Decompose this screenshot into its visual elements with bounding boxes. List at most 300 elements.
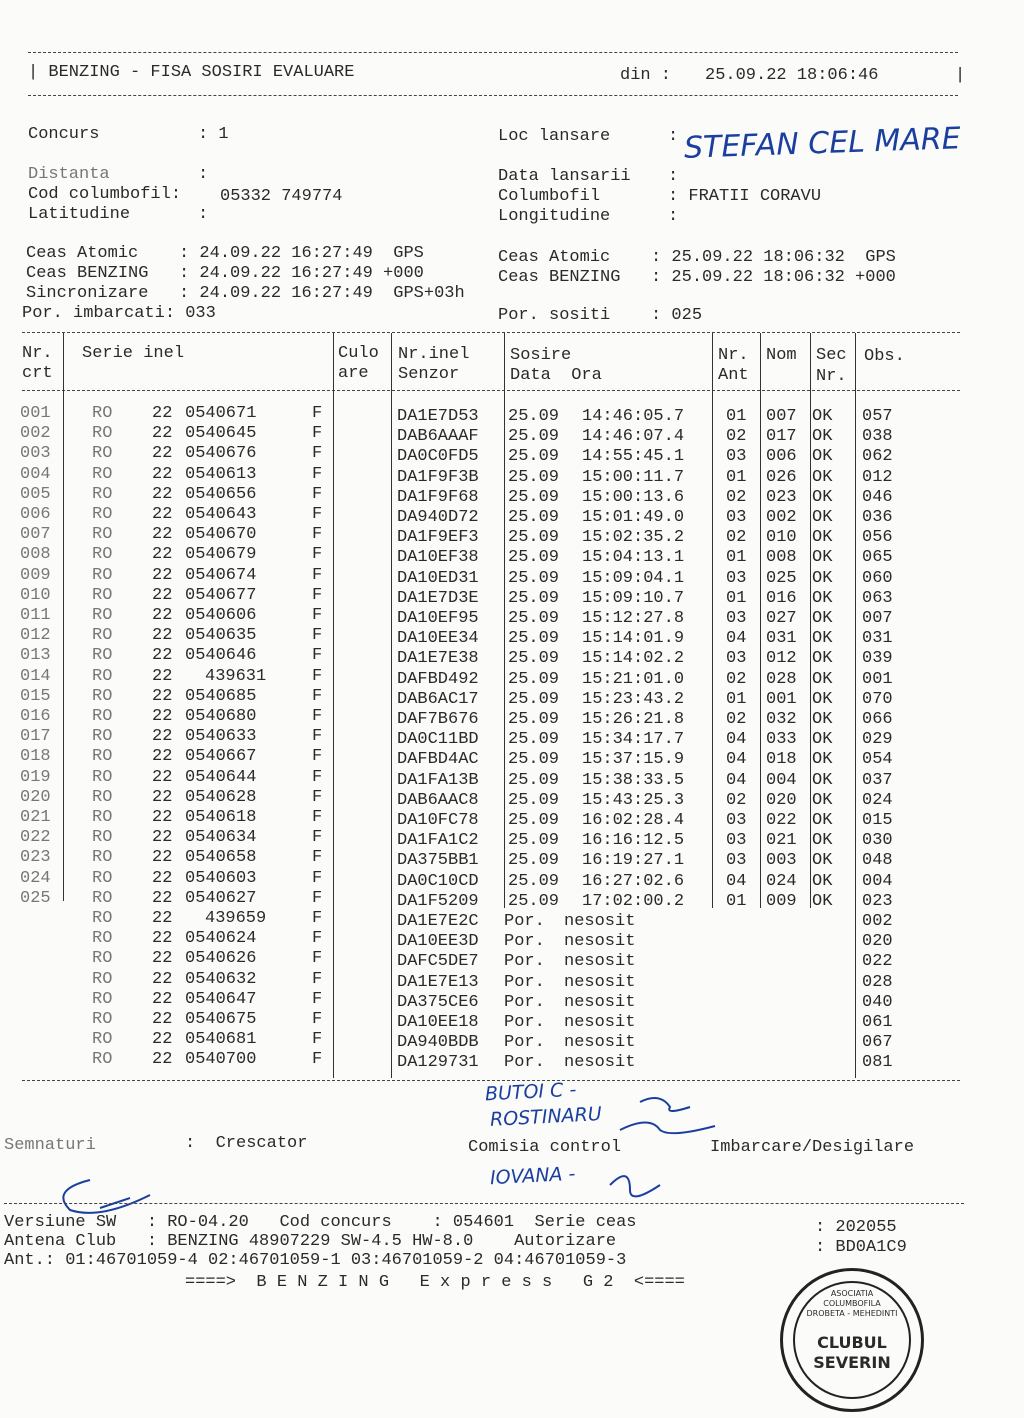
ring-number: 0540675 xyxy=(185,1010,257,1029)
sensor-id: DA10EE3D xyxy=(397,932,479,952)
arrival-date: 25.09 xyxy=(508,487,560,507)
row-nr: 008 xyxy=(20,545,51,565)
columbofil-label: Columbofil xyxy=(498,187,601,206)
country: RO xyxy=(92,424,113,444)
row-nr: 002 xyxy=(20,424,51,444)
sex: F xyxy=(312,707,323,726)
sensor-id: DA1E7D53 xyxy=(397,407,479,426)
sensor-id: DA0C11BD xyxy=(397,730,479,750)
ring-number: 0540671 xyxy=(185,404,257,423)
row-nr: 009 xyxy=(20,565,51,585)
obs: 004 xyxy=(862,871,893,891)
obs: 024 xyxy=(862,790,893,810)
col-line xyxy=(760,333,761,908)
cod-label: Cod columbofil: xyxy=(28,185,182,204)
col-line xyxy=(504,333,505,908)
nom: 007 xyxy=(766,407,797,426)
row-nr: 010 xyxy=(20,585,51,605)
sec: OK xyxy=(812,710,833,729)
antenna: 04 xyxy=(726,750,747,770)
sex: F xyxy=(312,626,323,646)
antenna: 03 xyxy=(726,609,747,628)
year: 22 xyxy=(152,646,173,666)
antenna: 02 xyxy=(726,790,747,810)
country: RO xyxy=(92,404,113,423)
lat-value: : xyxy=(198,205,209,224)
country: RO xyxy=(92,1030,113,1050)
obs: 061 xyxy=(862,1013,893,1032)
antenna: 02 xyxy=(726,669,747,689)
sensor-id: DAFBD4AC xyxy=(397,750,479,770)
sensor-id: DA10EF95 xyxy=(397,609,479,628)
sex: F xyxy=(312,444,323,464)
handwritten-signatures xyxy=(0,1080,1024,1220)
antenna: 03 xyxy=(726,649,747,669)
sensor-id: DA10EE18 xyxy=(397,1013,479,1032)
nom: 010 xyxy=(766,528,797,548)
country: RO xyxy=(92,606,113,625)
ring-number: 0540677 xyxy=(185,585,257,605)
year: 22 xyxy=(152,1050,173,1070)
antenna: 02 xyxy=(726,528,747,548)
arrival-date: 25.09 xyxy=(508,811,560,830)
obs: 022 xyxy=(862,952,893,972)
arrival-time: nesosit xyxy=(564,972,636,992)
arrival-date: 25.09 xyxy=(508,790,560,810)
col-line xyxy=(855,333,856,1078)
year: 22 xyxy=(152,808,173,827)
nom: 024 xyxy=(766,871,797,891)
year: 22 xyxy=(152,404,173,423)
col-line xyxy=(333,333,334,1078)
sec: OK xyxy=(812,649,833,669)
col-nr: Nr. xyxy=(22,344,53,363)
sec: OK xyxy=(812,588,833,608)
divider xyxy=(28,52,958,53)
ring-number: 0540674 xyxy=(185,565,257,585)
arrival-date: 25.09 xyxy=(508,851,560,871)
arrival-date: 25.09 xyxy=(508,407,560,426)
nom: 022 xyxy=(766,811,797,830)
antenna: 03 xyxy=(726,851,747,871)
nom: 001 xyxy=(766,689,797,709)
year: 22 xyxy=(152,565,173,585)
row-nr: 019 xyxy=(20,767,51,787)
row-nr: 007 xyxy=(20,525,51,545)
arrival-date: 25.09 xyxy=(508,831,560,851)
sec: OK xyxy=(812,871,833,891)
crescator-label: : Crescator xyxy=(185,1134,308,1153)
ring-number: 0540634 xyxy=(185,828,257,848)
year: 22 xyxy=(152,484,173,504)
ring-number: 0540633 xyxy=(185,727,257,747)
sensor-id: DA1E7D3E xyxy=(397,588,479,608)
year: 22 xyxy=(152,1030,173,1050)
ceas-benzing-end: Ceas BENZING : 25.09.22 18:06:32 +000 xyxy=(498,268,896,287)
signature-name-3: IOVANA - xyxy=(489,1162,576,1190)
col-line xyxy=(391,333,392,1078)
antenna: 04 xyxy=(726,770,747,790)
arrival-date: 25.09 xyxy=(508,770,560,790)
col-inel-2: Senzor xyxy=(398,365,460,384)
year: 22 xyxy=(152,666,173,686)
row-nr: 015 xyxy=(20,686,51,706)
serie-ceas: : 202055 xyxy=(815,1218,897,1237)
year: 22 xyxy=(152,969,173,989)
signature-name-1: BUTOI C - xyxy=(484,1078,577,1106)
ring-number: 0540685 xyxy=(185,686,257,706)
sec: OK xyxy=(812,891,833,911)
obs: 066 xyxy=(862,710,893,729)
ceas-atomic-end: Ceas Atomic : 25.09.22 18:06:32 GPS xyxy=(498,248,896,267)
ring-number: 0540670 xyxy=(185,525,257,545)
year: 22 xyxy=(152,949,173,969)
cod-value: 05332 749774 xyxy=(220,187,343,206)
sensor-id: DA129731 xyxy=(397,1053,479,1073)
arrival-time: nesosit xyxy=(564,992,636,1012)
row-nr: 022 xyxy=(20,828,51,848)
year: 22 xyxy=(152,727,173,747)
data-lansarii-value: : xyxy=(668,167,679,186)
ring-number: 0540624 xyxy=(185,929,257,949)
concurs-value: : 1 xyxy=(198,125,229,144)
arrival-time: 15:38:33.5 xyxy=(582,770,685,790)
antenna: 02 xyxy=(726,427,747,447)
row-nr: 003 xyxy=(20,444,51,464)
sex: F xyxy=(312,767,323,787)
sensor-id: DA10EE34 xyxy=(397,629,479,649)
country: RO xyxy=(92,1050,113,1070)
col-serie: Serie inel xyxy=(82,344,185,363)
country: RO xyxy=(92,969,113,989)
obs: 040 xyxy=(862,992,893,1012)
country: RO xyxy=(92,545,113,565)
long-label: Longitudine xyxy=(498,207,611,226)
nom: 031 xyxy=(766,629,797,649)
nom: 009 xyxy=(766,891,797,911)
obs: 081 xyxy=(862,1053,893,1073)
signatures-label: Semnaturi xyxy=(4,1136,96,1155)
col-sosire-2: Data Ora xyxy=(510,366,602,385)
year: 22 xyxy=(152,909,173,928)
country: RO xyxy=(92,707,113,726)
loc-label: Loc lansare xyxy=(498,127,611,146)
ring-number: 0540646 xyxy=(185,646,257,666)
arrival-date: 25.09 xyxy=(508,689,560,709)
arrival-date: Por. xyxy=(504,1053,545,1073)
obs: 002 xyxy=(862,912,893,931)
arrival-time: 15:26:21.8 xyxy=(582,710,685,729)
nom: 012 xyxy=(766,649,797,669)
sex: F xyxy=(312,868,323,888)
ring-number: 0540627 xyxy=(185,888,257,908)
sex: F xyxy=(312,969,323,989)
obs: 062 xyxy=(862,447,893,467)
row-nr: 018 xyxy=(20,747,51,767)
comisia-label: Comisia control xyxy=(468,1138,622,1157)
sex: F xyxy=(312,666,323,686)
obs: 054 xyxy=(862,750,893,770)
sec: OK xyxy=(812,548,833,568)
sec: OK xyxy=(812,750,833,770)
sec: OK xyxy=(812,528,833,548)
row-nr: 004 xyxy=(20,464,51,484)
col-sec-2: Nr. xyxy=(816,367,847,386)
obs: 007 xyxy=(862,609,893,628)
row-nr: 017 xyxy=(20,727,51,747)
row-nr: 006 xyxy=(20,505,51,524)
obs: 048 xyxy=(862,851,893,871)
sex: F xyxy=(312,686,323,706)
year: 22 xyxy=(152,444,173,464)
footer-antennas: Ant.: 01:46701059-4 02:46701059-1 03:46701059-2 04:46701059-3 xyxy=(4,1251,627,1270)
concurs-label: Concurs xyxy=(28,125,100,144)
nom: 021 xyxy=(766,831,797,851)
sex: F xyxy=(312,949,323,969)
sensor-id: DA1F9EF3 xyxy=(397,528,479,548)
sex: F xyxy=(312,888,323,908)
row-nr: 023 xyxy=(20,848,51,868)
row-nr: 024 xyxy=(20,868,51,888)
arrival-date: Por. xyxy=(504,952,545,972)
country: RO xyxy=(92,585,113,605)
footer-antena: Antena Club : BENZING 48907229 SW-4.5 HW-8.0 Autorizare xyxy=(4,1232,617,1251)
row-nr: 001 xyxy=(20,404,51,423)
ring-number: 0540635 xyxy=(185,626,257,646)
country: RO xyxy=(92,929,113,949)
ring-number: 0540647 xyxy=(185,989,257,1009)
arrival-date: 25.09 xyxy=(508,508,560,527)
arrival-time: 15:01:49.0 xyxy=(582,508,685,527)
sensor-id: DAB6AAAF xyxy=(397,427,479,447)
ring-number: 0540626 xyxy=(185,949,257,969)
arrival-time: 15:00:13.6 xyxy=(582,487,685,507)
arrival-time: 15:02:35.2 xyxy=(582,528,685,548)
sensor-id: DA940BDB xyxy=(397,1033,479,1053)
arrival-time: 15:37:15.9 xyxy=(582,750,685,770)
nom: 016 xyxy=(766,588,797,608)
sex: F xyxy=(312,787,323,807)
col-nr-2: crt xyxy=(22,364,53,383)
year: 22 xyxy=(152,888,173,908)
country: RO xyxy=(92,565,113,585)
year: 22 xyxy=(152,787,173,807)
year: 22 xyxy=(152,606,173,625)
country: RO xyxy=(92,464,113,484)
obs: 037 xyxy=(862,770,893,790)
ring-number: 0540679 xyxy=(185,545,257,565)
sensor-id: DA1E7E2C xyxy=(397,912,479,931)
col-ant: Nr. xyxy=(718,346,749,365)
sex: F xyxy=(312,464,323,484)
sec: OK xyxy=(812,851,833,871)
obs: 015 xyxy=(862,811,893,830)
year: 22 xyxy=(152,505,173,524)
sensor-id: DA0C10CD xyxy=(397,871,479,891)
country: RO xyxy=(92,787,113,807)
year: 22 xyxy=(152,585,173,605)
arrival-time: 15:34:17.7 xyxy=(582,730,685,750)
arrival-date: Por. xyxy=(504,992,545,1012)
print-date: 25.09.22 18:06:46 xyxy=(705,66,879,85)
sex: F xyxy=(312,565,323,585)
arrival-time: nesosit xyxy=(564,952,636,972)
col-obs: Obs. xyxy=(864,347,905,366)
col-line xyxy=(810,333,811,908)
obs: 030 xyxy=(862,831,893,851)
year: 22 xyxy=(152,707,173,726)
nom: 032 xyxy=(766,710,797,729)
nom: 008 xyxy=(766,548,797,568)
ring-number: 0540680 xyxy=(185,707,257,726)
arrival-time: 15:21:01.0 xyxy=(582,669,685,689)
antenna: 03 xyxy=(726,811,747,830)
arrival-time: 15:00:11.7 xyxy=(582,467,685,487)
sec: OK xyxy=(812,508,833,527)
arrival-date: Por. xyxy=(504,1033,545,1053)
nom: 003 xyxy=(766,851,797,871)
obs: 060 xyxy=(862,568,893,588)
obs: 028 xyxy=(862,972,893,992)
ring-number: 0540644 xyxy=(185,767,257,787)
sensor-id: DA1F9F3B xyxy=(397,467,479,487)
row-nr: 021 xyxy=(20,808,51,827)
ring-number: 0540645 xyxy=(185,424,257,444)
col-culoare: Culo xyxy=(338,344,379,363)
country: RO xyxy=(92,1010,113,1029)
antenna: 02 xyxy=(726,710,747,729)
sex: F xyxy=(312,848,323,868)
antenna: 01 xyxy=(726,588,747,608)
sex: F xyxy=(312,424,323,444)
sensor-id: DAFBD492 xyxy=(397,669,479,689)
antenna: 02 xyxy=(726,487,747,507)
loc-colon: : xyxy=(668,127,679,146)
sensor-id: DAF7B676 xyxy=(397,710,479,729)
antenna: 01 xyxy=(726,689,747,709)
ring-number: 0540681 xyxy=(185,1030,257,1050)
country: RO xyxy=(92,949,113,969)
sensor-id: DA1E7E13 xyxy=(397,972,479,992)
arrival-time: nesosit xyxy=(564,1033,636,1053)
divider xyxy=(4,1203,964,1204)
col-sec: Sec xyxy=(816,346,847,365)
sincronizare: Sincronizare : 24.09.22 16:27:49 GPS+03h xyxy=(26,284,465,303)
nom: 020 xyxy=(766,790,797,810)
obs: 067 xyxy=(862,1033,893,1053)
ring-number: 439631 xyxy=(205,666,267,686)
arrival-date: 25.09 xyxy=(508,730,560,750)
ring-number: 0540618 xyxy=(185,808,257,827)
columbofil-value: : FRATII CORAVU xyxy=(668,187,822,206)
distanta-label: Distanta xyxy=(28,165,110,184)
country: RO xyxy=(92,848,113,868)
arrival-date: 25.09 xyxy=(508,447,560,467)
col-line xyxy=(63,333,64,901)
arrival-time: 15:12:27.8 xyxy=(582,609,685,628)
sensor-id: DA1E7E38 xyxy=(397,649,479,669)
divider xyxy=(28,95,958,96)
nom: 027 xyxy=(766,609,797,628)
sex: F xyxy=(312,929,323,949)
sensor-id: DA10FC78 xyxy=(397,811,479,830)
obs: 063 xyxy=(862,588,893,608)
arrival-time: 16:16:12.5 xyxy=(582,831,685,851)
sositi: Por. sositi : 025 xyxy=(498,306,703,325)
date-label: din : xyxy=(620,66,672,85)
ring-number: 0540632 xyxy=(185,969,257,989)
ring-number: 0540700 xyxy=(185,1050,257,1070)
club-stamp xyxy=(780,1268,924,1412)
sex: F xyxy=(312,1050,323,1070)
year: 22 xyxy=(152,424,173,444)
country: RO xyxy=(92,727,113,747)
sex: F xyxy=(312,646,323,666)
sec: OK xyxy=(812,689,833,709)
antenna: 03 xyxy=(726,447,747,467)
nom: 026 xyxy=(766,467,797,487)
arrival-date: 25.09 xyxy=(508,427,560,447)
arrival-date: 25.09 xyxy=(508,710,560,729)
country: RO xyxy=(92,989,113,1009)
arrival-time: 16:27:02.6 xyxy=(582,871,685,891)
sheet-title: | BENZING - FISA SOSIRI EVALUARE xyxy=(28,63,355,82)
sensor-id: DA1F9F68 xyxy=(397,487,479,507)
sex: F xyxy=(312,909,323,928)
col-ant-2: Ant xyxy=(718,366,749,385)
country: RO xyxy=(92,505,113,524)
arrival-time: 14:46:05.7 xyxy=(582,407,685,426)
ring-number: 439659 xyxy=(205,909,267,928)
sec: OK xyxy=(812,790,833,810)
sensor-id: DA10EF38 xyxy=(397,548,479,568)
antenna: 04 xyxy=(726,730,747,750)
year: 22 xyxy=(152,767,173,787)
arrival-date: 25.09 xyxy=(508,609,560,628)
sensor-id: DA375BB1 xyxy=(397,851,479,871)
sensor-id: DA0C0FD5 xyxy=(397,447,479,467)
sex: F xyxy=(312,1030,323,1050)
sex: F xyxy=(312,1010,323,1029)
arrival-time: 15:09:10.7 xyxy=(582,588,685,608)
country: RO xyxy=(92,868,113,888)
sex: F xyxy=(312,727,323,747)
sec: OK xyxy=(812,831,833,851)
arrival-date: 25.09 xyxy=(508,871,560,891)
lat-label: Latitudine xyxy=(28,205,131,224)
arrival-date: 25.09 xyxy=(508,528,560,548)
antenna: 01 xyxy=(726,467,747,487)
distanta-value: : xyxy=(198,165,209,184)
sex: F xyxy=(312,808,323,827)
arrival-date: 25.09 xyxy=(508,568,560,588)
footer-brand: ====> B E N Z I N G E x p r e s s G 2 <==== xyxy=(185,1273,685,1292)
year: 22 xyxy=(152,464,173,484)
arrival-date: Por. xyxy=(504,1013,545,1032)
arrival-time: 15:23:43.2 xyxy=(582,689,685,709)
ring-number: 0540667 xyxy=(185,747,257,767)
obs: 012 xyxy=(862,467,893,487)
col-inel: Nr.inel xyxy=(398,345,470,364)
sec: OK xyxy=(812,629,833,649)
arrival-date: 25.09 xyxy=(508,588,560,608)
sec: OK xyxy=(812,447,833,467)
sec: OK xyxy=(812,770,833,790)
obs: 056 xyxy=(862,528,893,548)
obs: 070 xyxy=(862,689,893,709)
country: RO xyxy=(92,767,113,787)
ring-number: 0540628 xyxy=(185,787,257,807)
